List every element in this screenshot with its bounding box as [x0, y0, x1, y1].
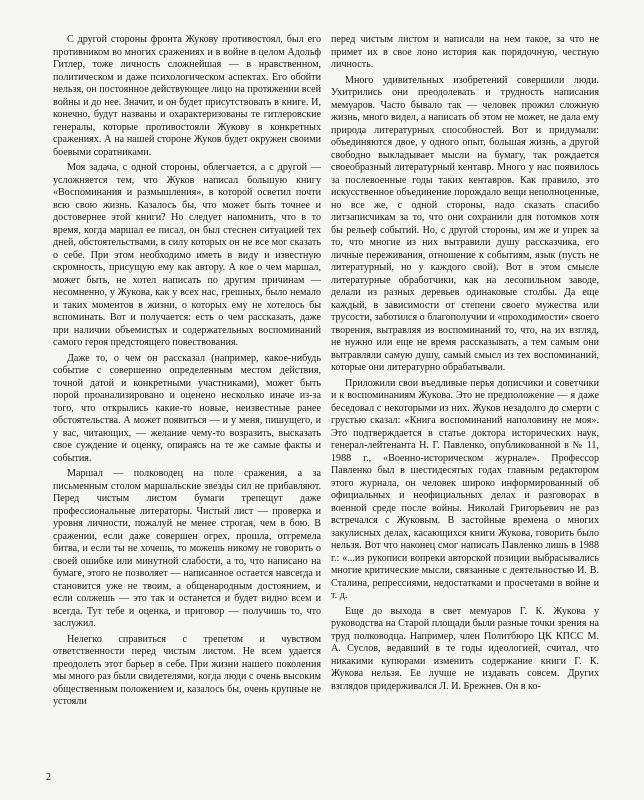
right-column [331, 34, 599, 693]
left-column [53, 34, 321, 709]
paragraph: Нелегко справиться с трепетом и чувством ответственности перед чистым листом. Не всем удается преодолеть этот барьер в себе. При жизни нашего поколения мы много раз были свидетелями, когда люди с очень высоким общественным положением и, казалось бы, очень крупные не устояли [53, 633, 321, 707]
paragraph: Много удивительных изобретений совершили люди. Ухитрились они преодолевать и трудность написания мемуаров. Часто бывало так — человек прожил сложную жизнь, много видел, а написать об этом не может, не дала ему природа литературных способностей. Вот и придумали: объединяются двое, у одного опыт, большая жизнь, а другой свободно выкладывает мысли на бумагу, так рождается своеобразный литературный кентавр. Много у нас появилось за послевоенные годы таких кентавров. Как правило, это искусственное объединение порождало вещи неполноценные, но все же, с одной стороны, надо сказать спасибо литзаписчикам за то, что они сохранили для потомков хотя бы рельеф событий. Но, с другой стороны, им же и упрек за то, что многие из них вытравили душу рассказчика, его личные переживания, отношение к событиям, язык (пусть не литературный, но у каждого свой). Вот в этом смысле литературные обработчики, как на лесопильном заводе, делали из разных деревьев одинаковые столбы. Да еще каждый, в зависимости от степени своего мужества или трусости, заботился о благополучии и «проходимости» своего творения, вытравляя из воспоминаний то, что, на их взгляд, не нужно или еще не время рассказывать, а тем самым они вытравляли самую душу, самый смысл из тех воспоминаний, которые они литературно обрабатывали. [331, 74, 599, 373]
page-number: 2 [46, 772, 51, 783]
paragraph: Приложили свои въедливые перья дописчики и советчики и к воспоминаниям Жукова. Это не предположение — я даже беседовал с некоторыми из них. Жуков незадолго до смерти с грустью сказал: «Книга воспоминаний наполовину не моя». Это подтверждается в статье доктора исторических наук, генерал-лейтенанта Н. Г. Павленко, опубликованной в № 11, 1988 г., «Военно-историческом журнале». Профессор Павленко был в шестидесятых годах главным редактором этого журнала, он человек широко информированный об официальных и неофициальных делах и разговорах в военной среде после войны. Николай Григорьевич не раз встречался с Жуковым. В застойные времена о многих закулисных делах, касающихся книги Жукова, говорить было нельзя. Вот что наконец смог написать Павленко лишь в 1988 г.: «...из рукописи вопреки авторской позиции выбрасывались многие критические мысли, связанные с деятельностью И. В. Сталина, репрессиями, недостатками и просчетами в войне и т. д. [331, 377, 599, 601]
paragraph: С другой стороны фронта Жукову противостоял, был его противником во многих сражениях и в войне в целом Адольф Гитлер, тоже личность сложнейшая — в нравственном, политическом и даже психологическом аспектах. Его обойти нельзя, он постоянное действующее лицо на протяжении всей войны и до нее. Значит, и он будет присутствовать в книге. И, конечно, будут названы и охарактеризованы те гитлеровские генералы, которые противостояли Жукову в конкретных сражениях. А на нашей стороне Жуков будет окружен своими боевыми соратниками. [53, 34, 321, 158]
paragraph: Даже то, о чем он рассказал (например, какое-нибудь событие с совершенно определенным местом действия, точной датой и конкретными участниками), может быть порой проанализировано и оценено несколько иначе из-за того, что открылись какие-то новые, неизвестные ранее обстоятельства. А может появиться — и у меня, пишущего, и у вас, читающих, — желание чему-то возразить, высказать свое суждение и оценку, опираясь на те же самые факты и события. [53, 352, 321, 464]
paragraph-continuation: перед чистым листом и написали на нем такое, за что не примет их в свое лоно история как порядочную, честную личность. [331, 34, 599, 70]
paragraph: Маршал — полководец на поле сражения, а за письменным столом маршальские звезды сил не прибавляют. Перед чистым листом бумаги трепещут даже профессиональные литераторы. Чистый лист — проверка и уровня личности, пожалуй не менее строгая, чем в бою. В сражении, если даже совершен огрех, прошла, отгремела битва, и если ты не хочешь, то можешь никому не говорить о своей ошибке или минутной слабости, а то, что написано на бумаге, этого не позволяет — написанное остается навсегда и становится уже не твоим, а общенародным достоянием, и если солжешь — это так и останется и будет видно всем и всегда. Тут тебе и оценка, и приговор — получишь то, что заслужил. [53, 468, 321, 629]
paragraph: Еще до выхода в свет мемуаров Г. К. Жукова у руководства на Старой площади были разные точки зрения на труд полководца. Например, член Политбюро ЦК КПСС М. А. Суслов, ведавший в те годы идеологией, считал, что никакими купюрами изменить содержание книги Г. К. Жукова нельзя. Ее лучше не издавать совсем. Других взглядов придерживался Л. И. Брежнев. Он в ко- [331, 605, 599, 692]
paragraph: Моя задача, с одной стороны, облегчается, а с другой — усложняется тем, что Жуков написал большую книгу «Воспоминания и размышления», в которой осветил почти всю свою жизнь. Казалось бы, что может быть точнее и достовернее этой книги? Но следует напомнить, что в то время, когда маршал ее писал, он был стеснен ситуацией тех дней, обстоятельствами, в силу которых он не все мог сказать о себе. При этом необходимо иметь в виду и известную скромность, присущую ему как автору. А кое о чем маршал, может быть, не хотел написать по другим причинам — несомненно, у Жукова, как у всех нас, грешных, было немало и таких моментов в жизни, о которых ему не хотелось бы вспоминать. Вот и получается: есть о чем рассказать, даже при наличии объемистых и содержательных воспоминаний самого героя предстоящего повествования. [53, 162, 321, 348]
